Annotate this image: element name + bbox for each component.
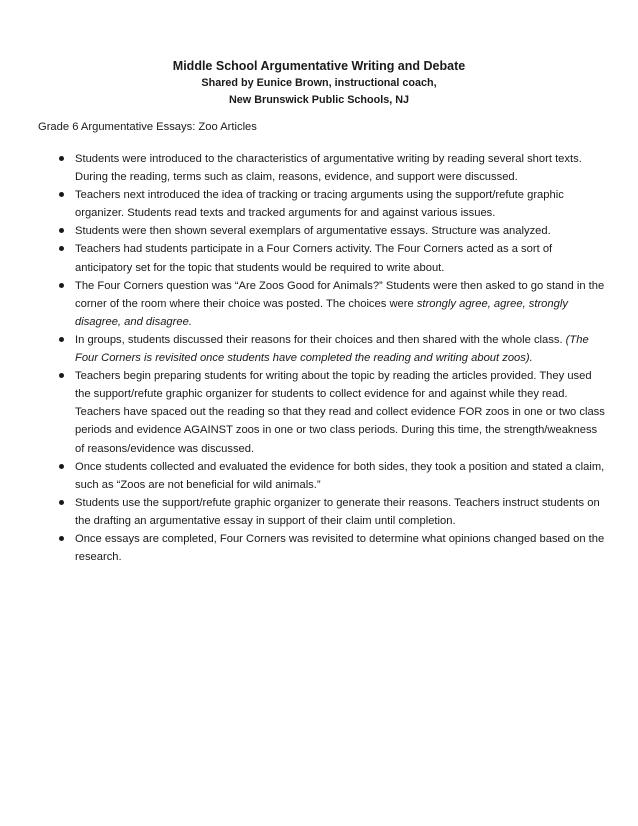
bullet-dot-icon xyxy=(59,156,64,161)
bullet-text: The Four Corners question was “Are Zoos Good for Animals?” Students were then asked to go stand in the corner of the room where their choice was posted. The choices were xyxy=(75,279,605,310)
bullet-list xyxy=(75,150,607,566)
bullet-dot-icon xyxy=(59,283,64,288)
document-subtitle-author: Shared by Eunice Brown, instructional coach, xyxy=(201,77,437,89)
bullet-item xyxy=(75,458,607,494)
bullet-dot-icon xyxy=(59,337,64,342)
bullet-text: Students were then shown several exemplars of argumentative essays. Structure was analyzed. xyxy=(75,225,551,238)
document-header xyxy=(0,57,638,109)
bullet-text: Teachers next introduced the idea of tracking or tracing arguments using the support/refute graphic organizer. Students read texts and tracked arguments for and against various issues. xyxy=(75,189,564,220)
bullet-text: Once essays are completed, Four Corners was revisited to determine what opinions changed based on the research. xyxy=(75,532,605,564)
bullet-text: Teachers begin preparing students for writing about the topic by reading the articles provided. They used the support/refute graphic organizer for students to collect evidence for and against while they read. Teachers have spaced out the reading so that they read and collect evidence FOR zoos in one or two class periods and evidence AGAINST zoos in one or two class periods. During this time, the strength/weakness of reasons/evidence was discussed. xyxy=(75,370,605,455)
bullet-dot-icon xyxy=(59,246,64,251)
bullet-item xyxy=(75,222,607,240)
bullet-dot-icon xyxy=(59,464,64,469)
bullet-dot-icon xyxy=(59,373,64,378)
bullet-item xyxy=(75,494,607,530)
bullet-italic-text: (The Four Corners is revisited once students have completed the reading and writing about zoos). xyxy=(75,333,589,365)
document-title: Middle School Argumentative Writing and Debate xyxy=(172,59,466,73)
bullet-dot-icon xyxy=(59,536,64,541)
bullet-text: Students use the support/refute graphic organizer to generate their reasons. Teachers instruct students on the drafting an argumentative essay in support of their claim until completion. xyxy=(75,496,600,527)
bullet-item xyxy=(75,186,607,222)
bullet-item xyxy=(75,331,607,367)
bullet-text: Students were introduced to the characteristics of argumentative writing by reading several short texts. During the reading, terms such as claim, reasons, evidence, and support were discussed. xyxy=(75,153,582,184)
document-subtitle-organization: New Brunswick Public Schools, NJ xyxy=(229,94,409,106)
bullet-dot-icon xyxy=(59,500,64,505)
bullet-dot-icon xyxy=(59,228,64,233)
bullet-text: Teachers had students participate in a Four Corners activity. The Four Corners acted as a sort of anticipatory set for the topic that students would be required to write about. xyxy=(75,243,553,274)
bullet-item xyxy=(75,240,607,276)
bullet-text: Once students collected and evaluated the evidence for both sides, they took a position and stated a claim, such as “Zoos are not beneficial for wild animals.” xyxy=(75,460,605,491)
bullet-text: In groups, students discussed their reasons for their choices and then shared with the whole class. xyxy=(75,333,566,346)
bullet-item xyxy=(75,277,607,331)
bullet-item xyxy=(75,150,607,186)
bullet-item xyxy=(75,530,607,566)
bullet-italic-text: strongly agree, agree, strongly disagree, and disagree. xyxy=(75,297,568,328)
bullet-item xyxy=(75,367,607,457)
section-heading: Grade 6 Argumentative Essays: Zoo Articles xyxy=(38,121,257,133)
bullet-dot-icon xyxy=(59,192,64,197)
